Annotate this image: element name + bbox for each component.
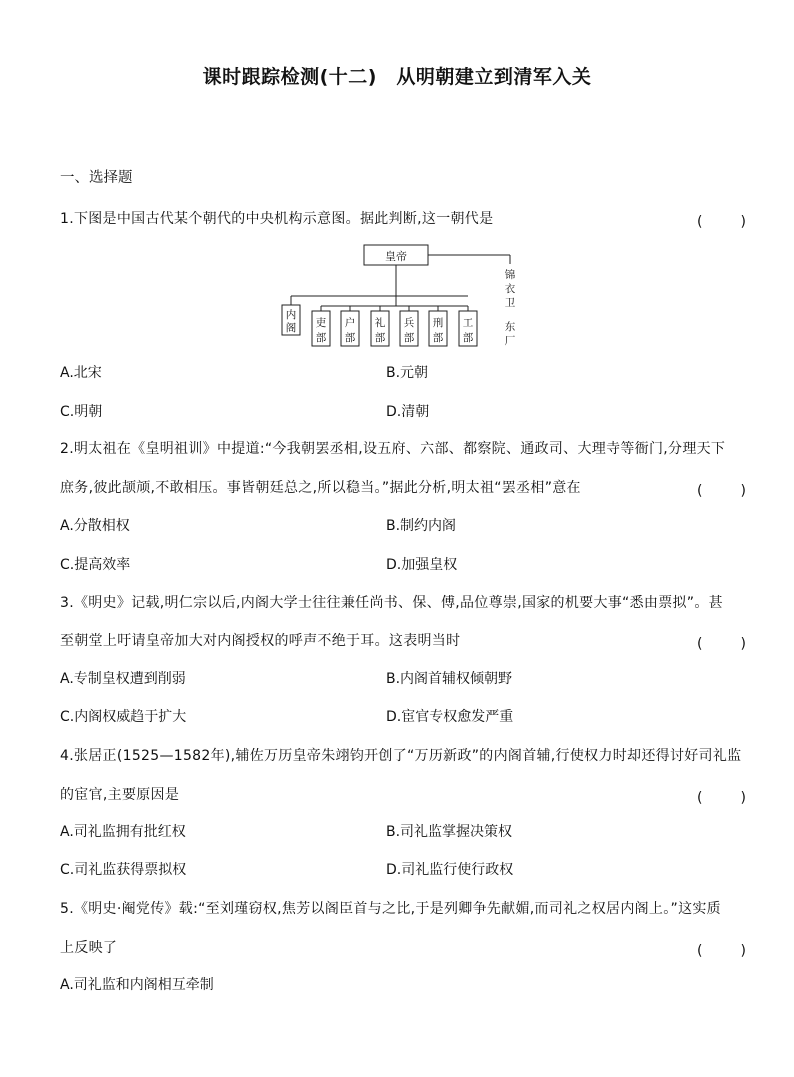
question-4-option-b[interactable]: B.司礼监掌握决策权 — [386, 824, 513, 840]
ministry-label-justice: 刑部 — [432, 317, 444, 344]
question-1-option-c[interactable]: C.明朝 — [60, 404, 103, 420]
question-5-option-a[interactable]: A.司礼监和内阁相互牵制 — [60, 977, 214, 993]
central-institutions-diagram — [270, 238, 530, 356]
question-1-option-b[interactable]: B.元朝 — [386, 365, 429, 381]
question-2-option-c[interactable]: C.提高效率 — [60, 557, 131, 573]
question-4-answer-bracket: ( ) — [697, 790, 758, 806]
question-2-line-2: 庶务,彼此颉颃,不敢相压。事皆朝廷总之,所以稳当。”据此分析,明太祖“罢丞相”意在 — [60, 480, 581, 496]
question-3-line-1: 3.《明史》记载,明仁宗以后,内阁大学士往往兼任尚书、保、傅,品位尊崇,国家的机要大事“悉由票拟”。甚 — [60, 595, 723, 611]
question-1-option-d[interactable]: D.清朝 — [386, 404, 430, 420]
question-4-line-2: 的宦官,主要原因是 — [60, 787, 180, 803]
question-2-line-1: 2.明太祖在《皇明祖训》中提道:“今我朝罢丞相,设五府、六部、都察院、通政司、大理寺等衙门,分理天下 — [60, 441, 726, 457]
question-1-answer-bracket: ( ) — [697, 214, 758, 230]
question-2-option-b[interactable]: B.制约内阁 — [386, 518, 457, 534]
question-4-line-1: 4.张居正(1525—1582年),辅佐万历皇帝朱翊钧开创了“万历新政”的内阁首辅,行使权力时却还得讨好司礼监 — [60, 748, 742, 764]
emperor-label: 皇帝 — [385, 250, 407, 263]
question-5-line-1: 5.《明史·阉党传》载:“至刘瑾窃权,焦芳以阁臣首与之比,于是列卿争先献媚,而司礼之权居内阁上。”这实质 — [60, 901, 721, 917]
question-3-option-b[interactable]: B.内阁首辅权倾朝野 — [386, 671, 513, 687]
question-2-option-d[interactable]: D.加强皇权 — [386, 557, 458, 573]
question-3-answer-bracket: ( ) — [697, 636, 758, 652]
question-3-option-d[interactable]: D.宦官专权愈发严重 — [386, 709, 514, 725]
ministry-label-revenue: 户部 — [344, 317, 356, 344]
question-4-option-a[interactable]: A.司礼监拥有批红权 — [60, 824, 186, 840]
question-2-answer-bracket: ( ) — [697, 483, 758, 499]
section-heading: 一、选择题 — [60, 170, 133, 186]
question-5-answer-bracket: ( ) — [697, 943, 758, 959]
ministry-label-personnel: 吏部 — [315, 317, 327, 344]
dongchang-label: 东厂 — [504, 321, 516, 347]
question-4-option-c[interactable]: C.司礼监获得票拟权 — [60, 862, 187, 878]
ministry-label-works: 工部 — [462, 317, 474, 344]
jinyiwei-label: 锦衣卫 — [504, 269, 516, 309]
page-title: 课时跟踪检测(十二) 从明朝建立到清军入关 — [202, 66, 592, 88]
cabinet-label: 内阁 — [285, 309, 297, 334]
question-1-option-a[interactable]: A.北宋 — [60, 365, 102, 381]
question-3-option-c[interactable]: C.内阁权威趋于扩大 — [60, 709, 187, 725]
question-2-option-a[interactable]: A.分散相权 — [60, 518, 130, 534]
ministry-label-rites: 礼部 — [374, 317, 386, 344]
ministry-label-war: 兵部 — [403, 317, 415, 344]
question-3-option-a[interactable]: A.专制皇权遭到削弱 — [60, 671, 186, 687]
question-1-line-1: 1.下图是中国古代某个朝代的中央机构示意图。据此判断,这一朝代是 — [60, 211, 494, 227]
question-4-option-d[interactable]: D.司礼监行使行政权 — [386, 862, 514, 878]
question-5-line-2: 上反映了 — [60, 940, 118, 956]
question-3-line-2: 至朝堂上吁请皇帝加大对内阁授权的呼声不绝于耳。这表明当时 — [60, 633, 461, 649]
